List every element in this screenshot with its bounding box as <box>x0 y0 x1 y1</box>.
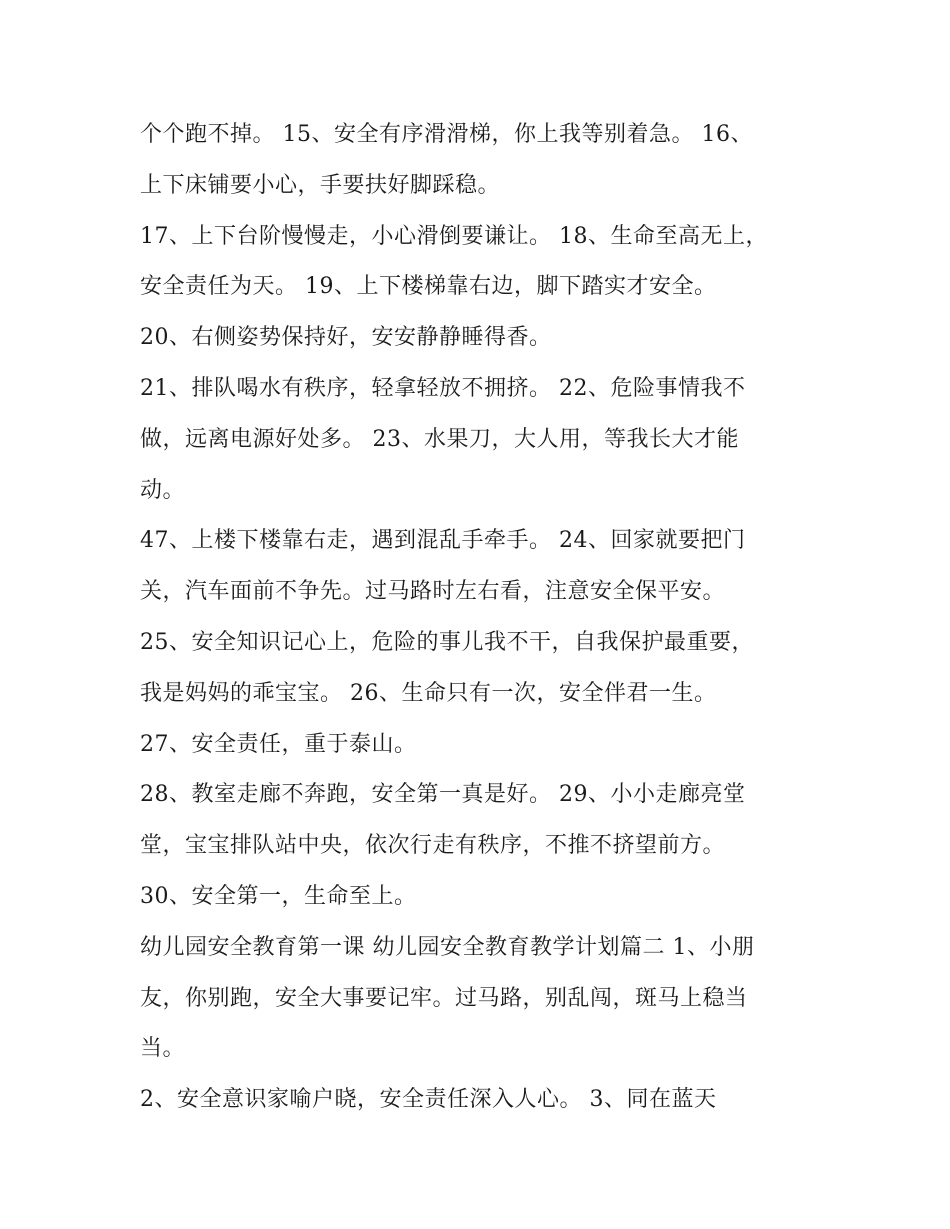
text-line-3: 17、上下台阶慢慢走，小心滑倒要谦让。 18、生命至高无上， <box>140 223 768 249</box>
text-line-12: 我是妈妈的乖宝宝。 26、生命只有一次，安全伴君一生。 <box>140 680 717 706</box>
text-line-19: 当。 <box>140 1036 186 1062</box>
text-line-5: 20、右侧姿势保持好，安安静静睡得香。 <box>140 325 552 351</box>
text-line-7: 做，远离电源好处多。 23、水果刀，大人用，等我长大才能 <box>140 426 739 452</box>
text-line-9: 47、上楼下楼靠右走，遇到混乱手牵手。 24、回家就要把门 <box>140 528 746 554</box>
document-body <box>140 110 820 1126</box>
text-line-8: 动。 <box>140 477 186 503</box>
text-line-17: 幼儿园安全教育第一课 幼儿园安全教育教学计划篇二 1、小朋 <box>140 934 755 960</box>
text-line-1: 个个跑不掉。 15、安全有序滑滑梯，你上我等别着急。 16、 <box>140 122 753 147</box>
text-line-16: 30、安全第一，生命至上。 <box>140 883 417 909</box>
text-line-10: 关，汽车面前不争先。过马路时左右看，注意安全保平安。 <box>140 579 726 605</box>
text-line-13: 27、安全责任，重于泰山。 <box>140 731 417 757</box>
text-line-20: 2、安全意识家喻户晓，安全责任深入人心。 3、同在蓝天 <box>140 1087 717 1113</box>
text-line-2: 上下床铺要小心，手要扶好脚踩稳。 <box>140 172 501 198</box>
text-line-11: 25、安全知识记心上，危险的事儿我不干，自我保护最重要， <box>140 629 754 655</box>
text-line-14: 28、教室走廊不奔跑，安全第一真是好。 29、小小走廊亮堂 <box>140 782 746 808</box>
text-line-6: 21、排队喝水有秩序，轻拿轻放不拥挤。 22、危险事情我不 <box>140 375 746 401</box>
text-line-4: 安全责任为天。 19、上下楼梯靠右边，脚下踏实才安全。 <box>140 274 717 300</box>
text-line-15: 堂，宝宝排队站中央，依次行走有秩序，不推不挤望前方。 <box>140 833 726 859</box>
text-line-18: 友，你别跑，安全大事要记牢。过马路，别乱闯，斑马上稳当 <box>140 985 748 1011</box>
